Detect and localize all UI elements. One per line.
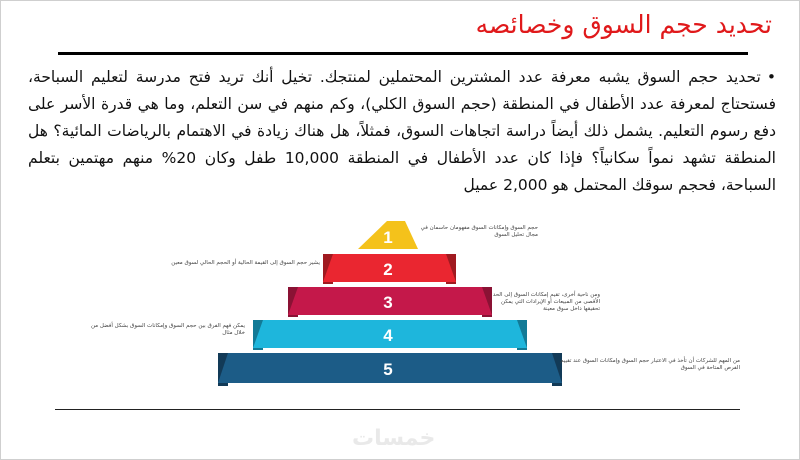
pyramid-note-4: يمكن فهم الفرق بين حجم السوق وإمكانات السوق بشكل أفضل من خلال مثال [90, 323, 245, 336]
body-text: تحديد حجم السوق يشبه معرفة عدد المشترين المحتملين لمنتجك. تخيل أنك تريد فتح مدرسة لتعليم السباحة، فستحتاج لمعرفة عدد الأطفال في المنطقة (حجم السوق الكلي)، وكم منهم في سن التعلم، وما هي قدرة الأسر على دفع رسوم التعليم. يشمل ذلك أيضاً دراسة اتجاهات السوق، فمثلاً، هل هناك زيادة في الاهتمام بالرياضات المائية؟ هل المنطقة تشهد نمواً سكانياً؟ فإذا كان عدد الأطفال في المنطقة 10,000 طفل وكان 20% منهم مهتمين بتعلم السباحة، فحجم سوقك المحتمل هو 2,000 عميل [28, 68, 776, 194]
pyramid-note-5: من المهم للشركات أن تأخذ في الاعتبار حجم السوق وإمكانات السوق عند تقييم الفرص المتاحة في السوق [560, 358, 740, 371]
pyramid-level-2-label: 2 [383, 260, 393, 279]
slide-title: تحديد حجم السوق وخصائصه [475, 10, 772, 39]
pyramid-note-3: ومن ناحية أخرى، تقيم إمكانات السوق إلى الحد الأقصى من المبيعات أو الإيرادات التي يمكن تحقيقها داخل سوق معينة [492, 292, 600, 312]
pyramid-note-1: حجم السوق وإمكانات السوق مفهومان حاسمان في مجال تحليل السوق [420, 225, 538, 238]
pyramid-level-4-label: 4 [383, 326, 393, 345]
pyramid-level-1-label: 1 [383, 228, 393, 247]
pyramid-note-2: يشير حجم السوق إلى القيمة الحالية أو الحجم الحالي لسوق معين [171, 260, 320, 266]
pyramid-level-5-label: 5 [383, 360, 393, 379]
footer-rule [55, 409, 740, 410]
bullet-marker: • [766, 68, 776, 86]
pyramid-level-3-label: 3 [383, 293, 393, 312]
watermark-logo: خمسات [352, 426, 436, 451]
